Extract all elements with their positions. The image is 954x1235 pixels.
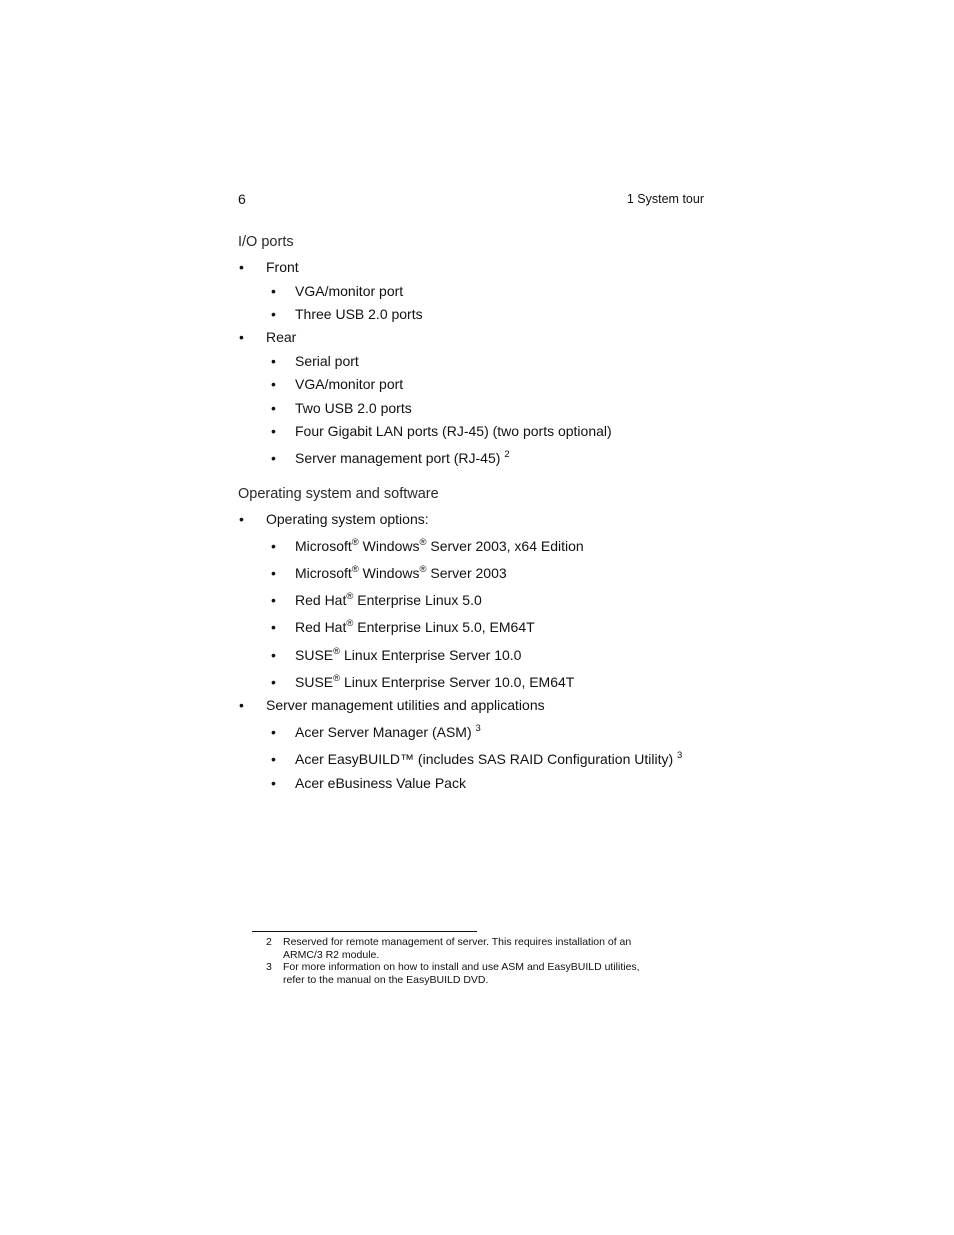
list-item: • Microsoft® Windows® Server 2003, x64 Edition [271, 537, 584, 554]
footnote-reference[interactable]: 2 [504, 449, 510, 460]
list-item-rear: • Rear [239, 329, 297, 345]
bullet: • [271, 565, 276, 581]
registered-mark: ® [419, 537, 427, 548]
footnote-number: 2 [266, 936, 272, 948]
registered-mark: ® [333, 646, 341, 657]
list-item: • SUSE® Linux Enterprise Server 10.0, EM64T [271, 673, 575, 690]
footnote-text: For more information on how to install and use ASM and EasyBUILD utilities, refer to the manual on the EasyBUILD DVD. [283, 961, 640, 986]
bullet: • [271, 538, 276, 554]
bullet: • [239, 259, 244, 275]
bullet: • [271, 775, 276, 791]
bullet: • [271, 423, 276, 439]
list-item: • Four Gigabit LAN ports (RJ-45) (two ports optional) [271, 423, 612, 439]
bullet: • [239, 329, 244, 345]
list-item: • Red Hat® Enterprise Linux 5.0, EM64T [271, 618, 535, 635]
registered-mark: ® [351, 537, 359, 548]
bullet: • [239, 697, 244, 713]
list-item: • Three USB 2.0 ports [271, 306, 423, 322]
list-item: • Two USB 2.0 ports [271, 400, 412, 416]
bullet: • [271, 376, 276, 392]
page-number: 6 [238, 191, 246, 207]
chapter-title: 1 System tour [626, 192, 704, 206]
section-heading-io-ports: I/O ports [238, 234, 294, 250]
list-item-front: • Front [239, 259, 299, 275]
list-item: • Microsoft® Windows® Server 2003 [271, 564, 507, 581]
bullet: • [271, 724, 276, 740]
list-item: • Server management port (RJ-45) $^2$ [271, 449, 510, 466]
registered-mark: ® [419, 564, 427, 575]
list-item: • Acer EasyBUILD™ (includes SAS RAID Configuration Utility) $^3$ [271, 750, 683, 767]
registered-mark: ® [346, 591, 354, 602]
bullet: • [271, 306, 276, 322]
list-item: • SUSE® Linux Enterprise Server 10.0 [271, 646, 522, 663]
list-item-utilities: • Server management utilities and applications [239, 697, 545, 713]
registered-mark: ® [351, 564, 359, 575]
bullet: • [239, 511, 244, 527]
list-item-os-options: • Operating system options: [239, 511, 429, 527]
list-item: • Serial port [271, 353, 359, 369]
bullet: • [271, 619, 276, 635]
list-item: • Acer Server Manager (ASM) $^3$ [271, 723, 481, 740]
footnote-reference[interactable]: 3 [475, 723, 481, 734]
registered-mark: ® [346, 618, 354, 629]
bullet: • [271, 353, 276, 369]
list-item: • VGA/monitor port [271, 376, 404, 392]
bullet: • [271, 751, 276, 767]
bullet: • [271, 283, 276, 299]
footnote-number: 3 [266, 961, 272, 973]
footnote-text: Reserved for remote management of server. This requires installation of an ARMC/3 R2 module. [283, 936, 632, 961]
footnote-divider [252, 931, 477, 932]
bullet: • [271, 400, 276, 416]
list-item: • Red Hat® Enterprise Linux 5.0 [271, 591, 482, 608]
footnote-reference[interactable]: 3 [677, 750, 683, 761]
section-heading-os-software: Operating system and software [238, 486, 439, 502]
bullet: • [271, 674, 276, 690]
registered-mark: ® [333, 673, 341, 684]
bullet: • [271, 647, 276, 663]
bullet: • [271, 592, 276, 608]
list-item: • Acer eBusiness Value Pack [271, 775, 466, 791]
list-item: • VGA/monitor port [271, 283, 404, 299]
bullet: • [271, 450, 276, 466]
